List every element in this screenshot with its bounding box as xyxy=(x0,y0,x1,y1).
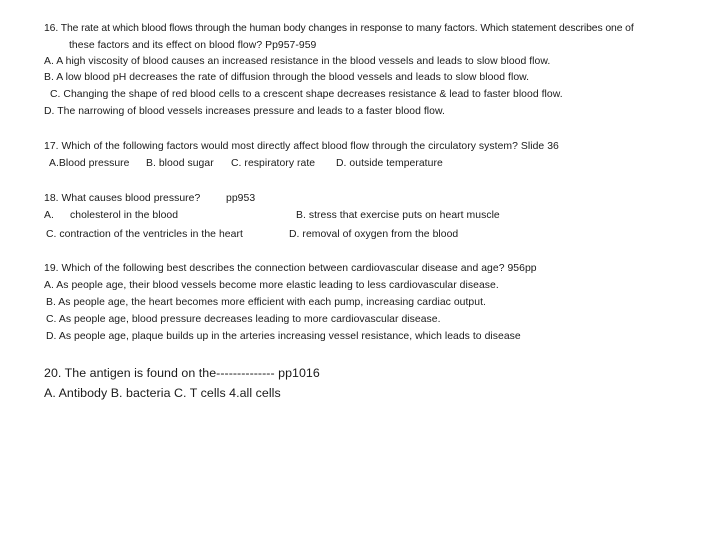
q19-option-a: A. As people age, their blood vessels become more elastic leading to less cardiovascular disease. xyxy=(44,280,499,291)
q17-option-a: A.Blood pressure xyxy=(49,158,130,169)
q18-page-ref: pp953 xyxy=(226,193,256,204)
q18-option-a-letter: A. xyxy=(44,210,54,221)
q18-option-b: B. stress that exercise puts on heart muscle xyxy=(296,210,500,221)
q16-option-c: C. Changing the shape of red blood cells to a crescent shape decreases resistance & lead to faster blood flow. xyxy=(50,89,563,100)
q17-option-c: C. respiratory rate xyxy=(231,158,316,169)
q16-option-b: B. A low blood pH decreases the rate of diffusion through the blood vessels and leads to slow blood flow. xyxy=(44,72,530,83)
q17-option-d: D. outside temperature xyxy=(336,158,443,169)
q17-option-b: B. blood sugar xyxy=(146,158,214,169)
q17-stem: 17. Which of the following factors would most directly affect blood flow through the circulatory system? Slide 36 xyxy=(44,141,559,152)
q18-option-c: C. contraction of the ventricles in the heart xyxy=(46,229,243,240)
q18-option-a-text: cholesterol in the blood xyxy=(70,210,179,221)
q18-option-d: D. removal of oxygen from the blood xyxy=(289,229,459,240)
q19-option-c: C. As people age, blood pressure decreases leading to more cardiovascular disease. xyxy=(46,314,441,325)
q16-option-a: A. A high viscosity of blood causes an increased resistance in the blood vessels and leads to slow blood flow. xyxy=(44,56,551,67)
q19-option-d: D. As people age, plaque builds up in the arteries increasing vessel resistance, which leads to disease xyxy=(46,331,521,342)
q16-stem-line2: these factors and its effect on blood flow? Pp957-959 xyxy=(69,40,317,51)
q18-stem: 18. What causes blood pressure? xyxy=(44,193,201,204)
q16-option-d: D. The narrowing of blood vessels increases pressure and leads to a faster blood flow. xyxy=(44,106,445,117)
q20-options: A. Antibody B. bacteria C. T cells 4.all cells xyxy=(44,386,281,400)
q19-stem: 19. Which of the following best describes the connection between cardiovascular disease and age? 956pp xyxy=(44,263,537,274)
q19-option-b: B. As people age, the heart becomes more efficient with each pump, increasing cardiac output. xyxy=(46,297,486,308)
q20-stem: 20. The antigen is found on the-------------- pp1016 xyxy=(44,366,320,380)
q16-stem-line1: 16. The rate at which blood flows through the human body changes in response to many factors. Which statement describes one of xyxy=(44,23,634,34)
